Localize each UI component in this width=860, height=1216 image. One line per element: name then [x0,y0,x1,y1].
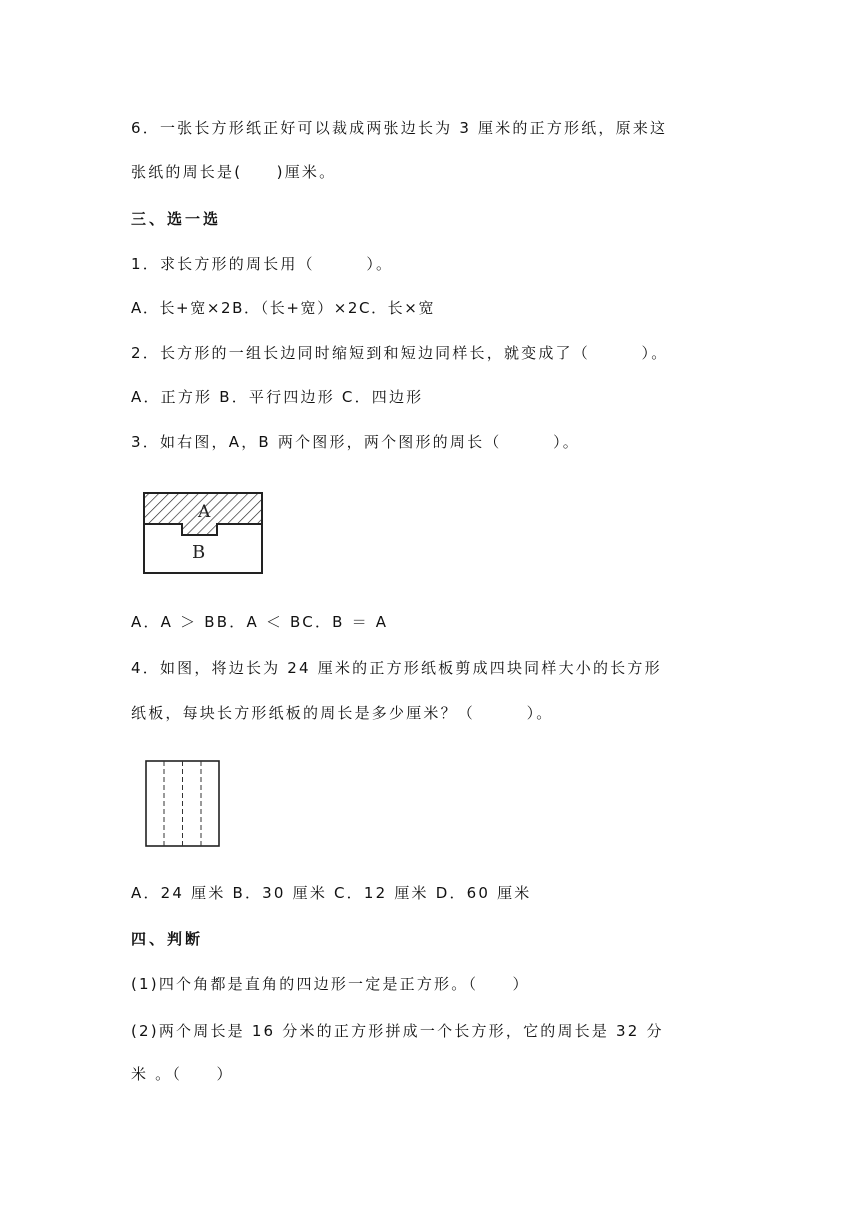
shape-a-label: A [198,502,211,522]
s3-q1-text: 1．求长方形的周长用（ ）。 [131,255,394,273]
s3-q4-options: A．24 厘米 B．30 厘米 C．12 厘米 D．60 厘米 [131,884,532,902]
q6-line2: 张纸的周长是( )厘米。 [131,163,337,181]
q6-line1: 6．一张长方形纸正好可以裁成两张边长为 3 厘米的正方形纸，原来这 [131,119,668,137]
s4-j2-line1: (2)两个周长是 16 分米的正方形拼成一个长方形，它的周长是 32 分 [131,1022,664,1040]
s4-j2-line2: 米 。（ ） [131,1065,234,1083]
s3-q3-text: 3．如右图，A，B 两个图形，两个图形的周长（ ）。 [131,433,580,451]
s4-j1: (1)四个角都是直角的四边形一定是正方形。（ ） [131,975,530,993]
s3-q2-options: A．正方形 B．平行四边形 C．四边形 [131,388,424,406]
shape-b-label: B [192,542,206,563]
q4-figure [144,758,222,848]
q3-figure [142,490,264,576]
section4-title: 四、判断 [131,930,204,948]
s3-q4-line1: 4．如图，将边长为 24 厘米的正方形纸板剪成四块同样大小的长方形 [131,659,662,677]
s3-q2-text: 2．长方形的一组长边同时缩短到和短边同样长，就变成了（ ）。 [131,344,669,362]
s3-q4-line2: 纸板，每块长方形纸板的周长是多少厘米？（ ）。 [131,704,554,722]
s3-q3-options: A．A ＞ BB．A ＜ BC．B ＝ A [131,613,389,631]
section3-title: 三、选一选 [131,210,222,228]
s3-q1-options: A．长+宽×2B．（长+宽）×2C．长×宽 [131,299,436,317]
